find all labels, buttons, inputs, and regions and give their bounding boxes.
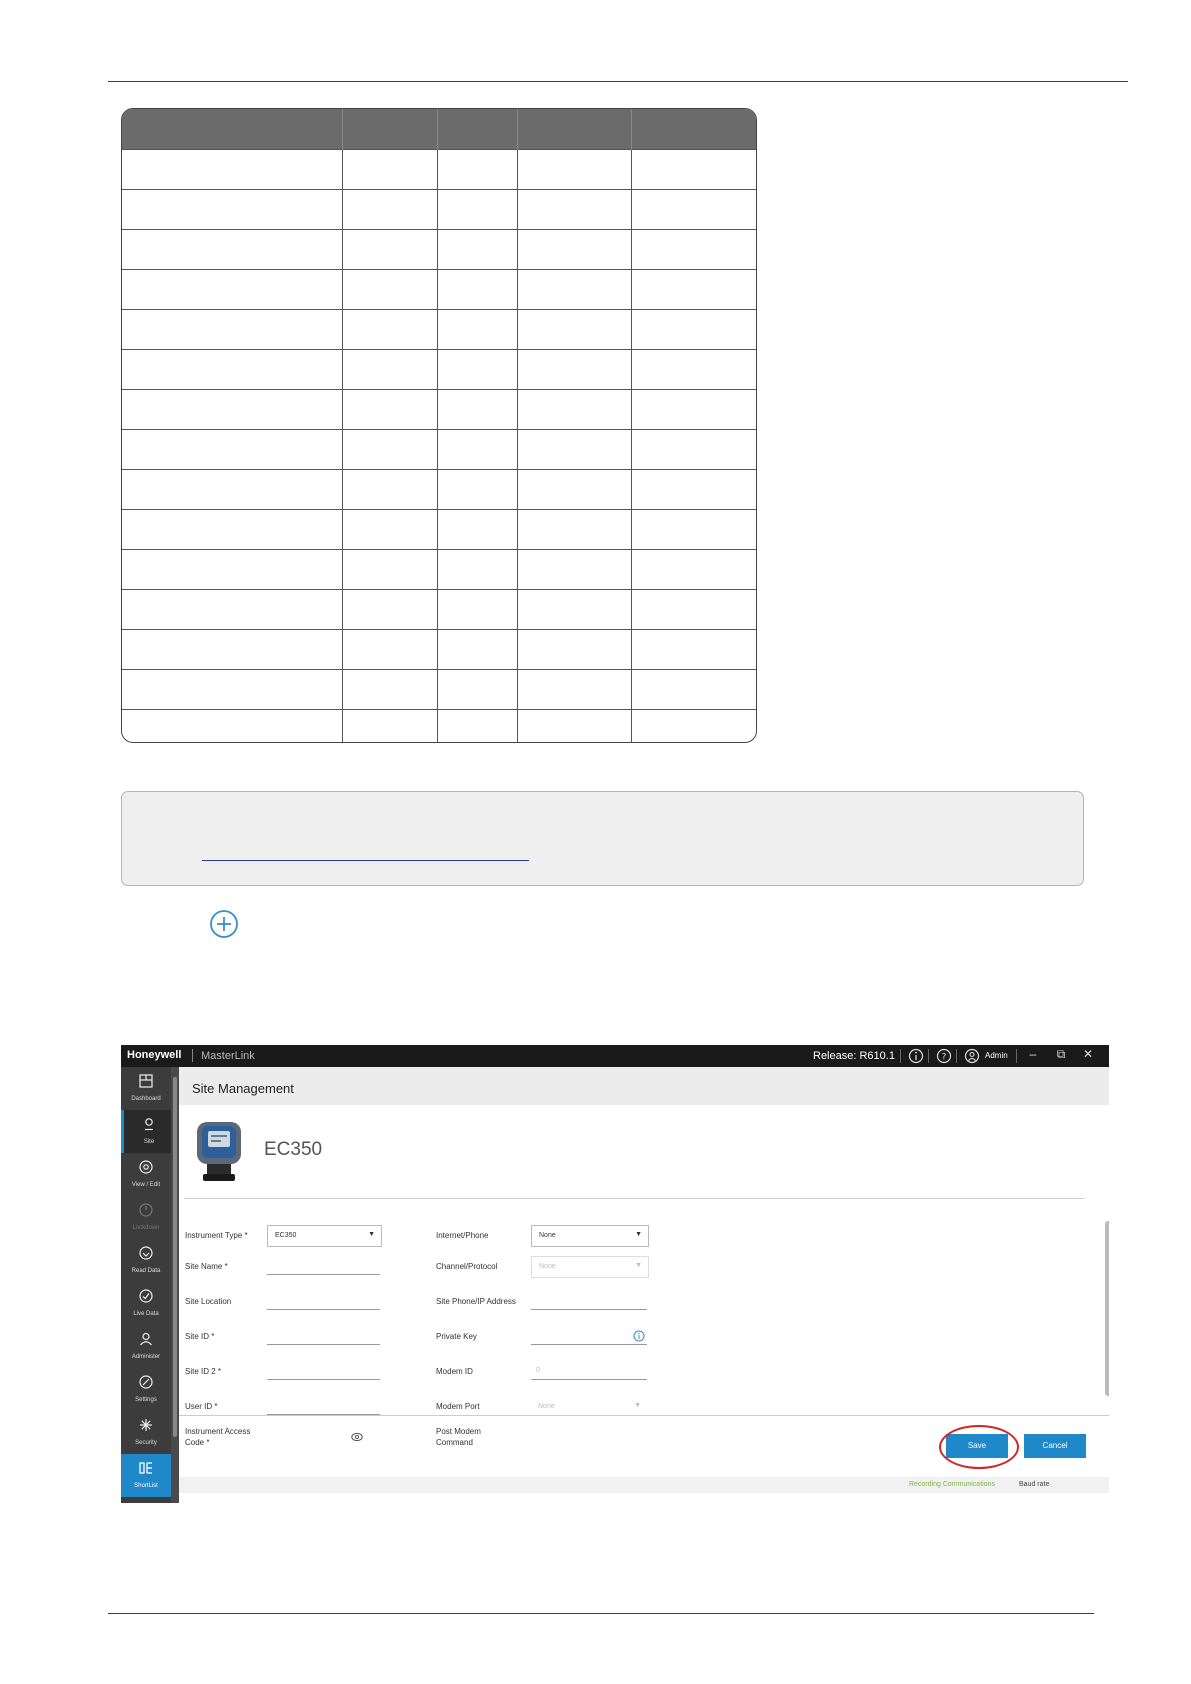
save-highlight-circle <box>939 1425 1019 1469</box>
table-header-cell <box>122 109 342 150</box>
table-cell <box>517 390 631 430</box>
site-icon <box>142 1117 156 1131</box>
table-row <box>122 670 756 710</box>
security-icon <box>139 1418 153 1432</box>
table-cell <box>631 670 756 710</box>
table-cell <box>517 270 631 310</box>
save-button[interactable]: Save <box>946 1434 1008 1458</box>
sidebar <box>121 1067 171 1503</box>
status-recording: Recording Communications <box>909 1481 995 1488</box>
table-cell <box>631 590 756 630</box>
channel-protocol-label: Channel/Protocol <box>436 1262 498 1271</box>
sidebar-item-label: ShortList <box>134 1483 158 1489</box>
brand-divider <box>192 1049 193 1062</box>
table-cell <box>122 710 342 744</box>
table-cell <box>342 350 437 390</box>
table-cell <box>631 150 756 190</box>
user-id-label: User ID * <box>185 1402 218 1411</box>
table-cell <box>122 270 342 310</box>
settings-icon <box>139 1375 153 1389</box>
user-icon[interactable] <box>964 1048 980 1064</box>
app-screenshot <box>121 1045 1109 1503</box>
table-cell <box>342 630 437 670</box>
table-row <box>122 150 756 190</box>
table-row <box>122 390 756 430</box>
table-row <box>122 550 756 590</box>
site-phone-field[interactable] <box>531 1295 647 1310</box>
table-cell <box>437 350 517 390</box>
instrument-type-label: Instrument Type * <box>185 1231 248 1240</box>
table-cell <box>631 270 756 310</box>
table-cell <box>517 710 631 744</box>
user-name[interactable]: Admin <box>985 1051 1008 1060</box>
read-data-icon <box>139 1246 153 1260</box>
table-cell <box>517 470 631 510</box>
table-header-cell <box>437 109 517 150</box>
view-edit-icon <box>139 1160 153 1174</box>
table-cell <box>517 350 631 390</box>
page-title: Site Management <box>192 1081 294 1096</box>
table-cell <box>517 310 631 350</box>
table-cell <box>517 230 631 270</box>
table-cell <box>631 190 756 230</box>
modem-port-select <box>531 1397 647 1416</box>
sidebar-item-label: Security <box>135 1440 157 1446</box>
table-row <box>122 470 756 510</box>
table-cell <box>437 470 517 510</box>
table-cell <box>631 430 756 470</box>
table-cell <box>631 630 756 670</box>
internet-phone-select[interactable] <box>531 1225 649 1247</box>
brand-logo: Honeywell <box>127 1049 182 1061</box>
table-row <box>122 190 756 230</box>
note-box <box>121 791 1084 886</box>
table-cell <box>122 310 342 350</box>
modem-id-field[interactable] <box>531 1365 647 1380</box>
table-cell <box>437 230 517 270</box>
table-cell <box>437 510 517 550</box>
table-row <box>122 510 756 550</box>
svg-text:?: ? <box>941 1052 947 1063</box>
table-row <box>122 430 756 470</box>
table-cell <box>517 150 631 190</box>
table-cell <box>631 310 756 350</box>
table-cell <box>342 510 437 550</box>
table-cell <box>437 150 517 190</box>
table-cell <box>631 550 756 590</box>
table-cell <box>437 670 517 710</box>
channel-protocol-select <box>531 1256 649 1278</box>
table-cell <box>122 510 342 550</box>
cancel-button[interactable]: Cancel <box>1024 1434 1086 1458</box>
site-location-label: Site Location <box>185 1297 232 1306</box>
table-cell <box>122 230 342 270</box>
sidebar-item-label: Site <box>143 1139 155 1145</box>
table-cell <box>437 270 517 310</box>
table-cell <box>517 670 631 710</box>
lockdown-icon <box>139 1203 153 1217</box>
table-cell <box>437 190 517 230</box>
access-code-label-line2: Code * <box>185 1438 210 1447</box>
restore-button[interactable]: ⧉ <box>1056 1047 1066 1061</box>
status-bar <box>179 1477 1109 1493</box>
note-link[interactable] <box>202 860 529 861</box>
sidebar-item-label: Read Data <box>131 1268 161 1274</box>
live-data-icon <box>139 1289 153 1303</box>
info-icon[interactable] <box>908 1048 924 1064</box>
sidebar-item-settings[interactable] <box>121 1368 171 1411</box>
plus-circle-icon <box>209 909 239 939</box>
toolbar-divider <box>928 1049 929 1063</box>
internet-phone-label: Internet/Phone <box>436 1231 489 1240</box>
modem-id-label: Modem ID <box>436 1367 473 1376</box>
sidebar-item-label: View / Edit <box>131 1182 161 1188</box>
table-cell <box>342 150 437 190</box>
table-cell <box>437 590 517 630</box>
sidebar-item-label: Settings <box>135 1397 157 1403</box>
help-icon[interactable] <box>936 1048 952 1064</box>
table-row <box>122 270 756 310</box>
eye-icon[interactable] <box>351 1432 363 1442</box>
table-cell <box>342 270 437 310</box>
table-row <box>122 630 756 670</box>
table-cell <box>342 550 437 590</box>
data-table <box>121 108 757 743</box>
table-cell <box>342 190 437 230</box>
sidebar-item-live-data[interactable] <box>121 1282 171 1325</box>
table-cell <box>517 630 631 670</box>
sidebar-item-label: Live Data <box>133 1311 159 1317</box>
channel-protocol-value: None <box>539 1263 556 1270</box>
table-cell <box>342 710 437 744</box>
status-baud: Baud rate <box>1019 1481 1050 1488</box>
internet-phone-value: None <box>539 1232 556 1239</box>
toolbar-divider <box>956 1049 957 1063</box>
table-cell <box>517 590 631 630</box>
divider <box>179 1415 1109 1416</box>
form-scrollbar[interactable] <box>1104 1211 1109 1421</box>
table-cell <box>631 470 756 510</box>
sidebar-item-dashboard[interactable] <box>121 1067 171 1110</box>
table-cell <box>122 390 342 430</box>
sidebar-item-administer[interactable] <box>121 1325 171 1368</box>
table-cell <box>437 310 517 350</box>
table-cell <box>631 230 756 270</box>
table-cell <box>631 350 756 390</box>
instrument-type-value: EC350 <box>275 1232 297 1239</box>
table-cell <box>631 510 756 550</box>
toolbar-divider <box>900 1049 901 1063</box>
table-cell <box>631 390 756 430</box>
sidebar-item-read-data[interactable] <box>121 1239 171 1282</box>
table-cell <box>122 670 342 710</box>
toolbar-divider <box>1016 1049 1017 1063</box>
table-cell <box>437 550 517 590</box>
shortlist-icon <box>139 1461 153 1475</box>
site-id-label: Site ID * <box>185 1332 215 1341</box>
table-header-cell <box>631 109 756 150</box>
table-cell <box>122 590 342 630</box>
administer-icon <box>139 1332 153 1346</box>
private-key-label: Private Key <box>436 1332 477 1341</box>
chevron-down-icon: ▼ <box>368 1231 375 1238</box>
table-cell <box>437 710 517 744</box>
table-cell <box>342 310 437 350</box>
form-scroll-thumb[interactable] <box>1105 1221 1109 1396</box>
modem-id-value: 0 <box>536 1367 540 1374</box>
chevron-down-icon: ▼ <box>635 1231 642 1238</box>
device-name: EC350 <box>264 1139 323 1160</box>
table-cell <box>342 390 437 430</box>
post-modem-label-line1: Post Modem <box>436 1427 481 1436</box>
table-cell <box>437 630 517 670</box>
title-bar <box>121 1045 1109 1067</box>
table-cell <box>517 510 631 550</box>
site-name-label: Site Name * <box>185 1262 228 1271</box>
site-location-field[interactable] <box>267 1295 380 1310</box>
table-cell <box>122 350 342 390</box>
site-id2-label: Site ID 2 * <box>185 1367 222 1376</box>
table-cell <box>342 430 437 470</box>
info-icon[interactable] <box>633 1330 645 1342</box>
site-name-field[interactable] <box>267 1260 380 1275</box>
main-content <box>179 1067 1109 1503</box>
site-phone-label: Site Phone/IP Address <box>436 1297 516 1306</box>
table-row <box>122 350 756 390</box>
instrument-type-select[interactable] <box>267 1225 382 1247</box>
table-cell <box>437 390 517 430</box>
private-key-field[interactable] <box>531 1330 647 1345</box>
dashboard-icon <box>139 1074 153 1088</box>
sidebar-item-label: Dashboard <box>131 1096 161 1102</box>
release-label: Release: R610.1 <box>813 1050 895 1062</box>
divider <box>184 1198 1084 1199</box>
chevron-down-icon: ▼ <box>635 1262 642 1269</box>
page-header <box>179 1067 1109 1105</box>
table-cell <box>517 550 631 590</box>
table-header-row <box>122 109 756 150</box>
table-cell <box>122 550 342 590</box>
table-cell <box>342 230 437 270</box>
sidebar-item-label: Lockdown <box>132 1225 160 1231</box>
table-row <box>122 230 756 270</box>
chevron-down-icon: ▼ <box>634 1402 641 1409</box>
table-cell <box>517 430 631 470</box>
post-modem-label-line2: Command <box>436 1438 473 1447</box>
table-cell <box>122 630 342 670</box>
close-button[interactable]: ✕ <box>1082 1047 1094 1061</box>
table-cell <box>122 470 342 510</box>
table-cell <box>342 470 437 510</box>
table-cell <box>122 430 342 470</box>
table-cell <box>631 710 756 744</box>
sidebar-scroll-thumb[interactable] <box>173 1077 177 1437</box>
table-cell <box>342 590 437 630</box>
table-row <box>122 310 756 350</box>
sidebar-item-site[interactable] <box>121 1110 174 1153</box>
sidebar-item-security[interactable] <box>121 1411 171 1454</box>
access-code-label-line1: Instrument Access <box>185 1427 251 1436</box>
table-row <box>122 590 756 630</box>
site-id2-field[interactable] <box>267 1365 380 1380</box>
table-row <box>122 710 756 744</box>
sidebar-item-shortlist[interactable] <box>121 1454 171 1497</box>
modem-port-label: Modem Port <box>436 1402 480 1411</box>
minimize-button[interactable]: – <box>1029 1047 1037 1061</box>
modem-port-value: None <box>538 1403 555 1410</box>
footer-rule <box>108 1613 1094 1614</box>
user-id-field[interactable] <box>267 1400 380 1415</box>
app-name: MasterLink <box>201 1050 255 1062</box>
sidebar-item-view-edit[interactable] <box>121 1153 171 1196</box>
site-id-field[interactable] <box>267 1330 380 1345</box>
table-header-cell <box>342 109 437 150</box>
table-header-cell <box>517 109 631 150</box>
table-cell <box>122 150 342 190</box>
header-rule <box>108 81 1128 82</box>
table-cell <box>122 190 342 230</box>
sidebar-item-lockdown <box>121 1196 171 1239</box>
sidebar-item-label: Administer <box>131 1354 161 1360</box>
table-cell <box>517 190 631 230</box>
table-cell <box>342 670 437 710</box>
table-cell <box>437 430 517 470</box>
device-image <box>193 1120 249 1186</box>
